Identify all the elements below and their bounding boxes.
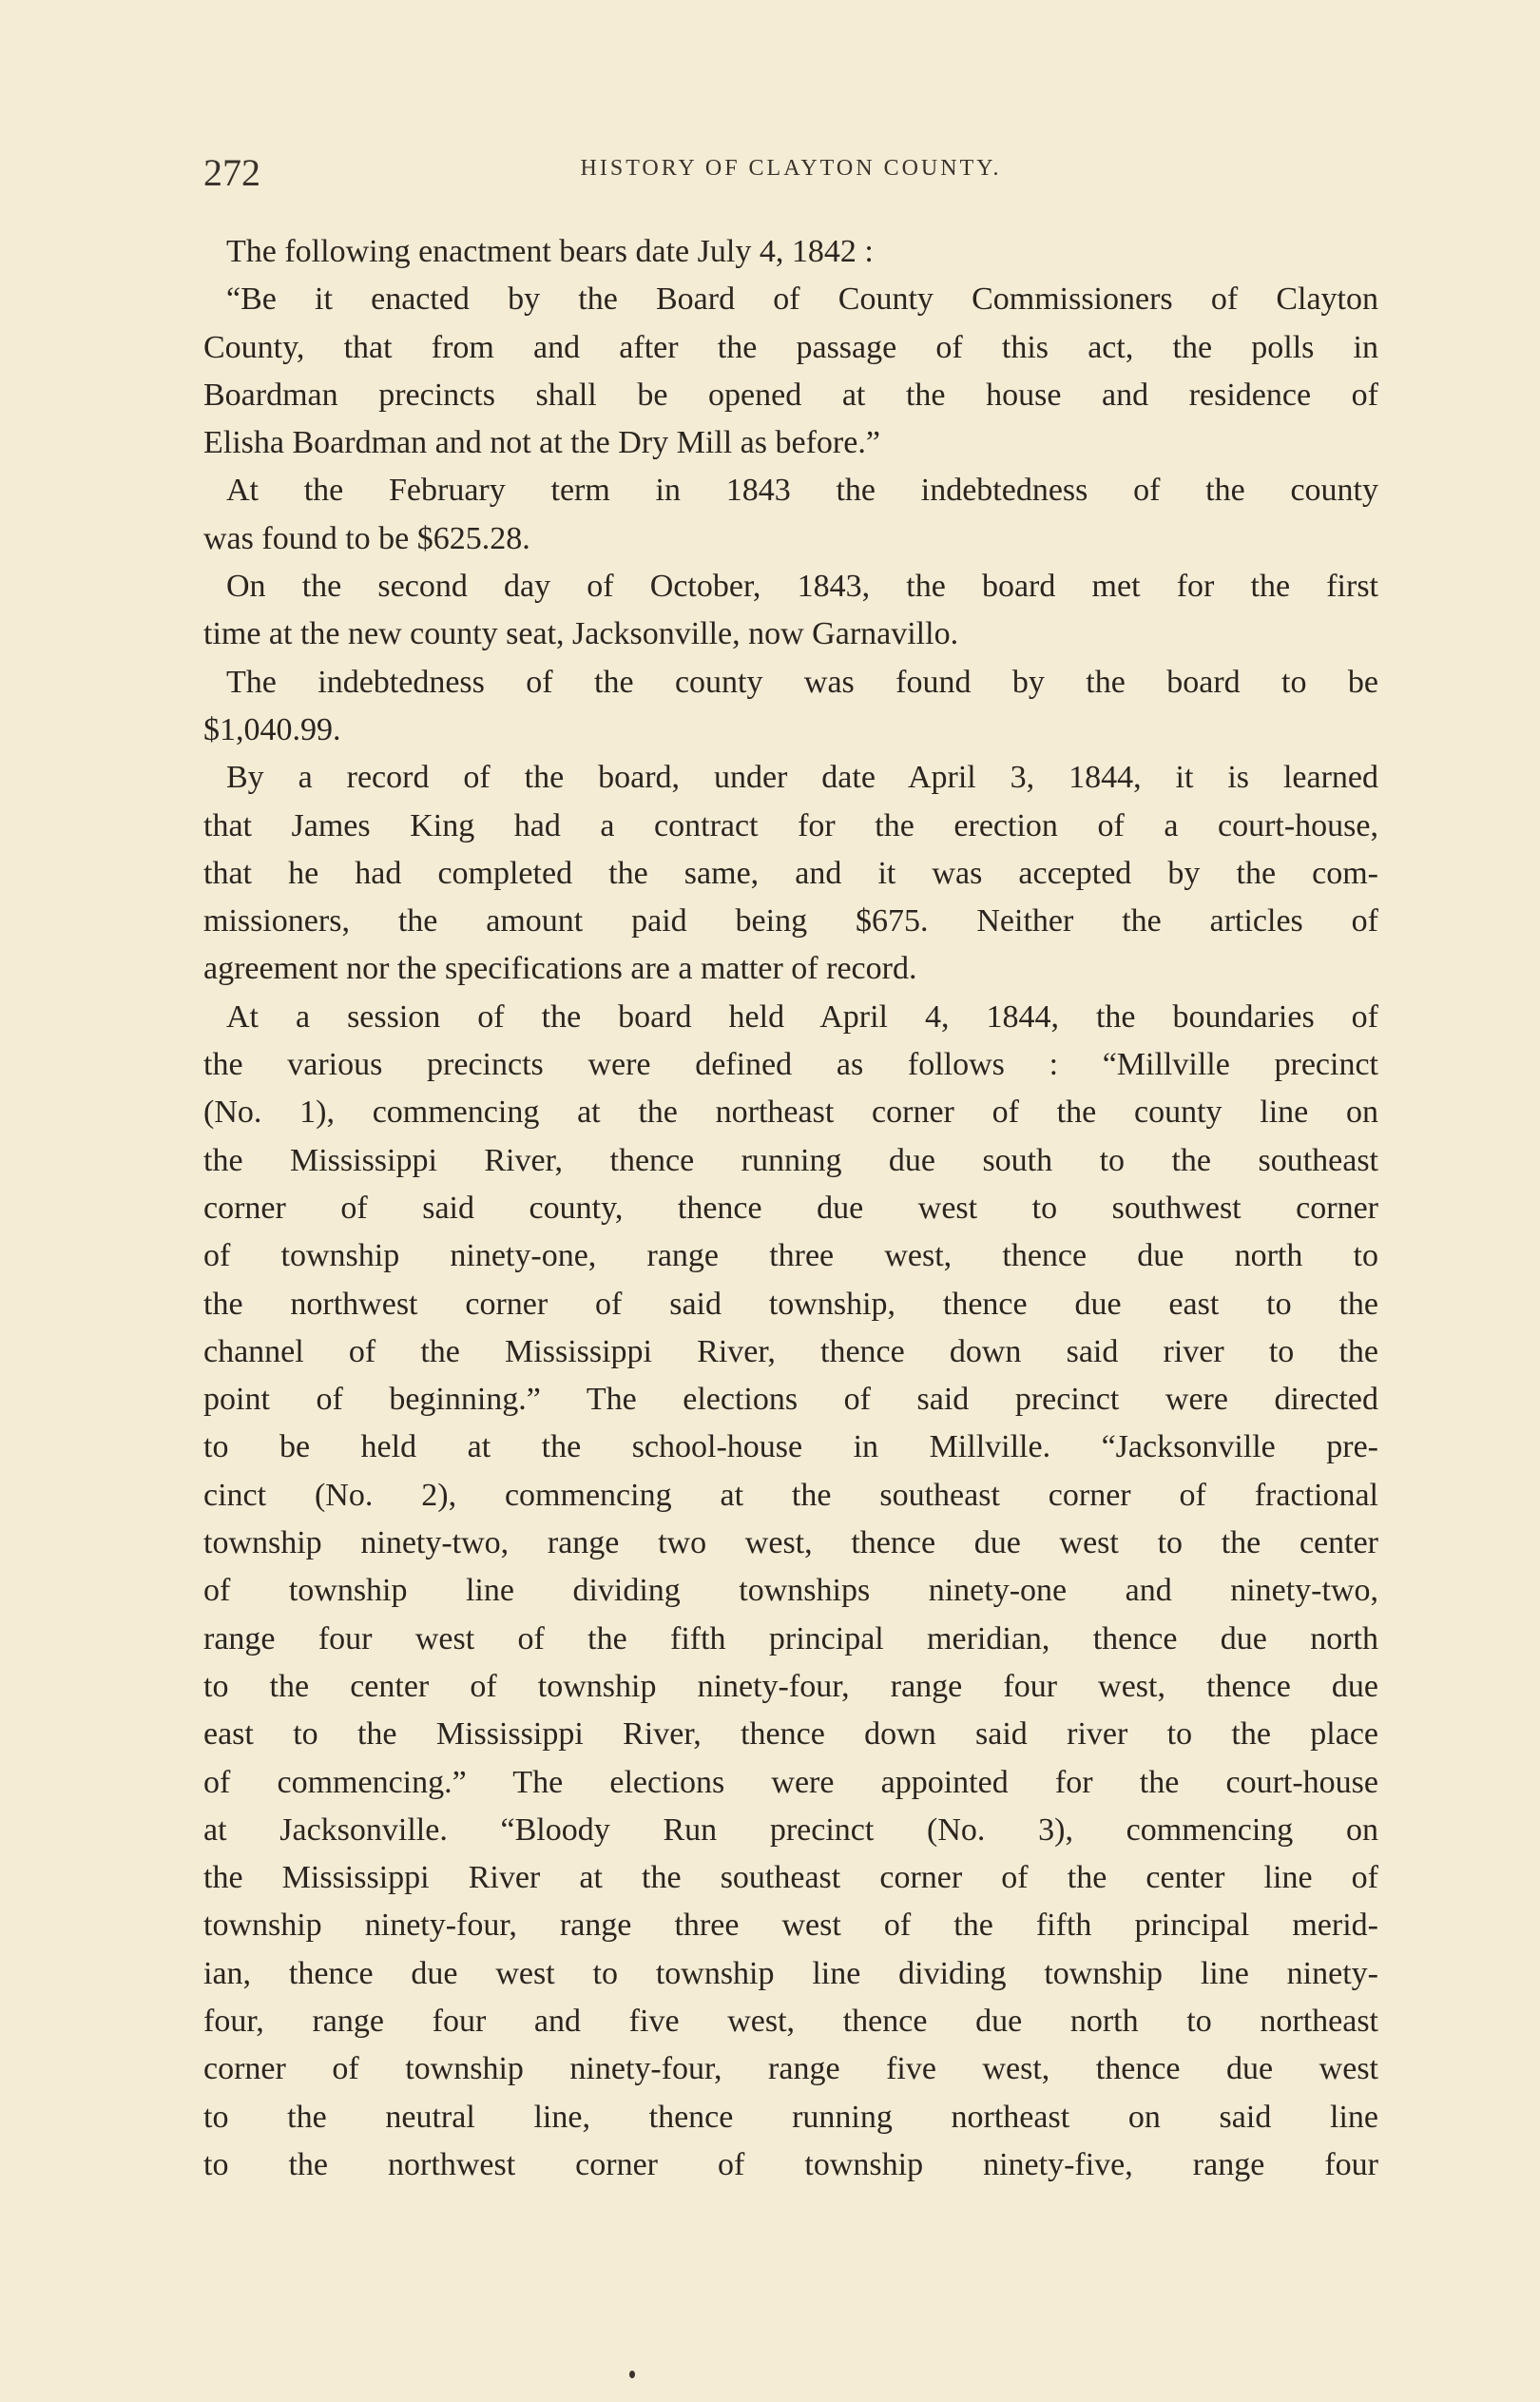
text-line: County, that from and after the passage of this act, the polls in bbox=[203, 329, 1378, 365]
text-line: range four west of the fifth principal meridian, thence due north bbox=[203, 1620, 1378, 1656]
text-line: to be held at the school-house in Millville. “Jacksonville pre- bbox=[203, 1429, 1378, 1465]
text-line: at Jacksonville. “Bloody Run precinct (No. 3), commencing on bbox=[203, 1811, 1378, 1848]
text-line: The indebtedness of the county was found by the board to be bbox=[226, 664, 1378, 700]
text-line: township ninety-two, range two west, thence due west to the center bbox=[203, 1525, 1378, 1561]
text-line: “Be it enacted by the Board of County Commissioners of Clayton bbox=[226, 281, 1378, 318]
text-line: of township line dividing townships ninety-one and ninety-two, bbox=[203, 1573, 1378, 1609]
text-line: township ninety-four, range three west of the fifth principal merid- bbox=[203, 1908, 1378, 1944]
text-line: corner of township ninety-four, range five west, thence due west bbox=[203, 2051, 1378, 2087]
text-line: to the northwest corner of township ninety-five, range four bbox=[203, 2146, 1378, 2182]
text-line: missioners, the amount paid being $675. Neither the articles of bbox=[203, 903, 1378, 939]
page-header bbox=[203, 150, 1378, 194]
text-line: was found to be $625.28. bbox=[203, 520, 530, 556]
text-line: ian, thence due west to township line dividing township line ninety- bbox=[203, 1955, 1378, 1991]
text-line: On the second day of October, 1843, the board met for the first bbox=[226, 569, 1378, 605]
text-line: channel of the Mississippi River, thence down said river to the bbox=[203, 1333, 1378, 1369]
text-line: Boardman precincts shall be opened at the house and residence of bbox=[203, 377, 1378, 413]
text-line: point of beginning.” The elections of said precinct were directed bbox=[203, 1382, 1378, 1418]
text-line: the various precincts were defined as follows : “Millville precinct bbox=[203, 1047, 1378, 1083]
text-line: The following enactment bears date July 4, 1842 : bbox=[226, 234, 874, 269]
page-number: 272 bbox=[203, 151, 260, 194]
text-line: At the February term in 1843 the indebtedness of the county bbox=[226, 473, 1378, 509]
text-line: corner of said county, thence due west to southwest corner bbox=[203, 1190, 1378, 1226]
text-line: time at the new county seat, Jacksonville, now Garnavillo. bbox=[203, 616, 959, 652]
text-line: east to the Mississippi River, thence down said river to the place bbox=[203, 1716, 1378, 1753]
text-line: four, range four and five west, thence due north to northeast bbox=[203, 2003, 1378, 2039]
body-text bbox=[203, 228, 1378, 2189]
text-line: to the neutral line, thence running northeast on said line bbox=[203, 2099, 1378, 2135]
text-line: $1,040.99. bbox=[203, 711, 341, 747]
text-line: the Mississippi River at the southeast corner of the center line of bbox=[203, 1860, 1378, 1896]
text-line: the northwest corner of said township, thence due east to the bbox=[203, 1286, 1378, 1322]
running-title: HISTORY OF CLAYTON COUNTY. bbox=[580, 156, 1002, 181]
text-line: (No. 1), commencing at the northeast corner of the county line on bbox=[203, 1094, 1378, 1131]
text-line: that he had completed the same, and it was accepted by the com- bbox=[203, 855, 1378, 891]
text-line: At a session of the board held April 4, 1844, the boundaries of bbox=[226, 998, 1378, 1035]
print-mark bbox=[629, 2371, 635, 2378]
text-line: Elisha Boardman and not at the Dry Mill as before.” bbox=[203, 425, 880, 461]
text-line: to the center of township ninety-four, range four west, thence due bbox=[203, 1668, 1378, 1704]
text-line: By a record of the board, under date April 3, 1844, it is learned bbox=[226, 760, 1378, 796]
text-line: of commencing.” The elections were appointed for the court-house bbox=[203, 1764, 1378, 1800]
text-line: that James King had a contract for the erection of a court-house, bbox=[203, 807, 1378, 843]
text-line: cinct (No. 2), commencing at the southeast corner of fractional bbox=[203, 1477, 1378, 1513]
text-line: of township ninety-one, range three west, thence due north to bbox=[203, 1238, 1378, 1274]
text-line: agreement nor the specifications are a matter of record. bbox=[203, 951, 917, 987]
text-line: the Mississippi River, thence running due south to the southeast bbox=[203, 1142, 1378, 1178]
